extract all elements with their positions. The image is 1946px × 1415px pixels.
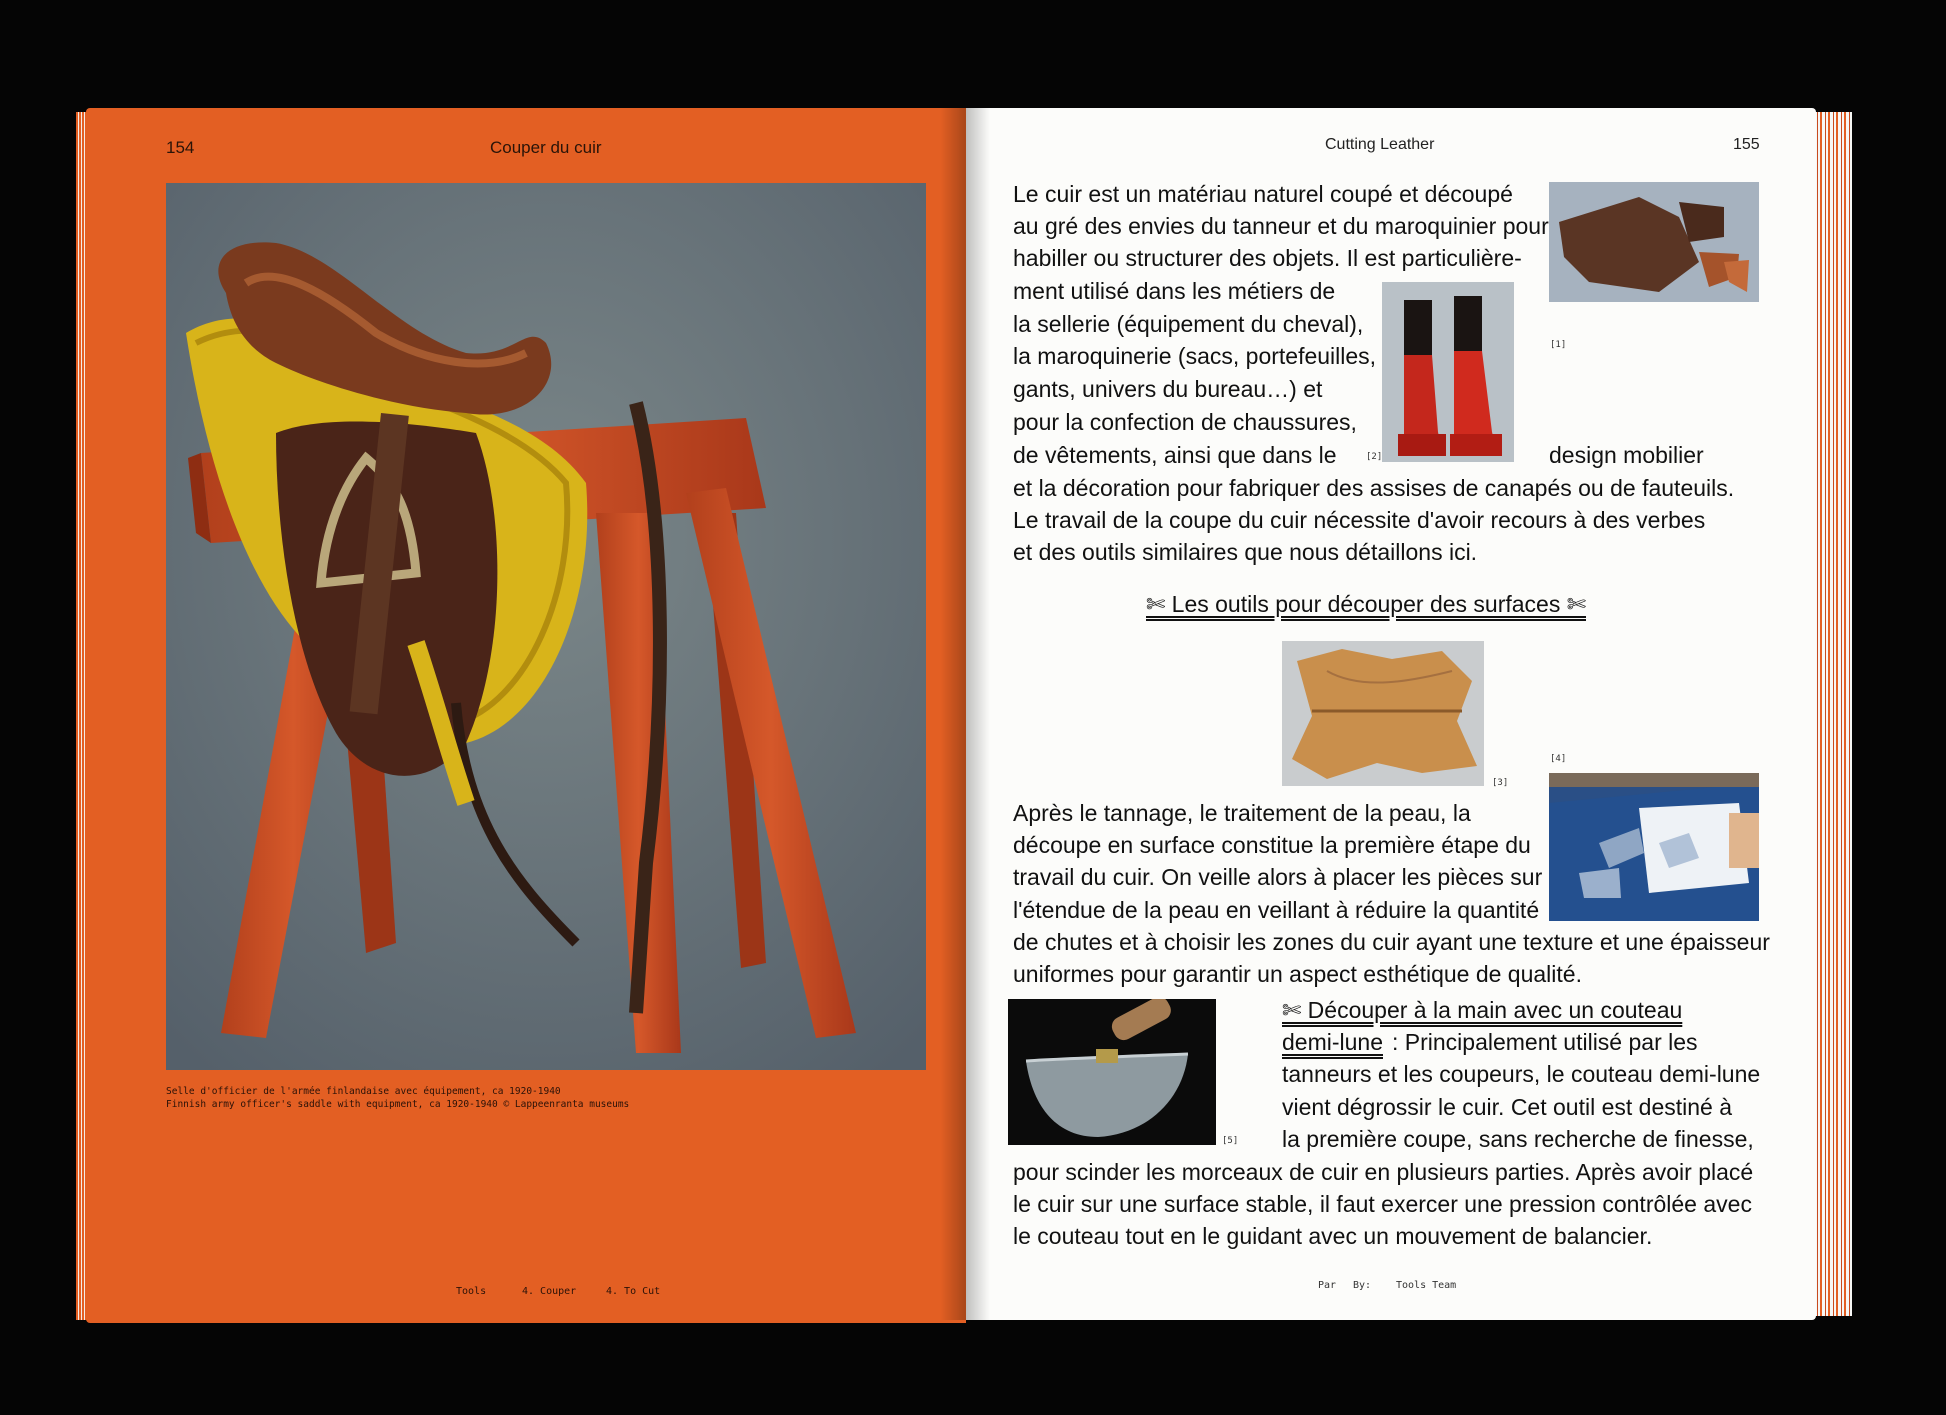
tanning-line-6: uniformes pour garantir un aspect esthétique de qualité. <box>1013 961 1582 987</box>
saddle-illustration <box>166 183 926 1070</box>
knife-line-1: : Principalement utilisé par les <box>1392 1029 1698 1055</box>
half-moon-knife-photo <box>1008 999 1216 1145</box>
left-page-number: 154 <box>166 138 195 157</box>
right-footer-team: Tools Team <box>1396 1280 1457 1291</box>
tanned-hide-illustration <box>1282 641 1484 786</box>
leather-scraps-illustration <box>1549 182 1759 302</box>
caption-french: Selle d'officier de l'armée finlandaise avec équipement, ca 1920-1940 <box>166 1086 561 1097</box>
intro-line-9: de vêtements, ainsi que dans le <box>1013 442 1337 468</box>
tanning-line-4: l'étendue de la peau en veillant à réduire la quantité <box>1013 897 1540 923</box>
knife-line-5: pour scinder les morceaux de cuir en plusieurs parties. Après avoir placé <box>1013 1159 1754 1185</box>
intro-line-12: Le travail de la coupe du cuir nécessite d'avoir recours à des verbes <box>1013 507 1706 533</box>
knife-line-3: vient dégrossir le cuir. Cet outil est destiné à <box>1282 1094 1733 1120</box>
figure-label-5: [5] <box>1222 1136 1239 1146</box>
red-boots-photo <box>1382 282 1514 462</box>
intro-line-1: Le cuir est un matériau naturel coupé et découpé <box>1013 181 1513 207</box>
intro-line-11: et la décoration pour fabriquer des assises de canapés ou de fauteuils. <box>1013 475 1735 501</box>
intro-line-10: design mobilier <box>1549 442 1704 468</box>
intro-line-8: pour la confection de chaussures, <box>1013 409 1357 435</box>
right-page <box>966 108 1816 1320</box>
right-running-title: Cutting Leather <box>1325 136 1435 153</box>
tanning-line-2: découpe en surface constitue la première étape du <box>1013 832 1531 858</box>
left-footer-tools: Tools <box>456 1286 487 1297</box>
figure-label-4: [4] <box>1550 754 1567 764</box>
knife-line-2: tanneurs et les coupeurs, le couteau demi-lune <box>1282 1061 1761 1087</box>
intro-line-2: au gré des envies du tanneur et du maroquinier pour <box>1013 213 1549 239</box>
pattern-table-illustration <box>1549 773 1759 921</box>
intro-line-4: ment utilisé dans les métiers de <box>1013 278 1336 304</box>
left-page <box>86 108 966 1323</box>
knife-line-6: le cuir sur une surface stable, il faut exercer une pression contrôlée avec <box>1013 1191 1752 1217</box>
intro-line-7: gants, univers du bureau…) et <box>1013 376 1323 402</box>
figure-label-3: [3] <box>1492 778 1509 788</box>
heading-knife-line-2: demi-lune <box>1282 1029 1383 1055</box>
heading-knife-line-1: ✄ Découper à la main avec un couteau <box>1282 997 1683 1023</box>
intro-line-5: la sellerie (équipement du cheval), <box>1013 311 1364 337</box>
intro-line-13: et des outils similaires que nous détaillons ici. <box>1013 539 1478 565</box>
red-boots-illustration <box>1382 282 1514 462</box>
intro-line-6: la maroquinerie (sacs, portefeuilles, <box>1013 343 1377 369</box>
right-page-number: 155 <box>1733 136 1760 153</box>
right-page-edges <box>1812 112 1852 1316</box>
leather-scraps-photo <box>1549 182 1759 302</box>
caption-english: Finnish army officer's saddle with equipment, ca 1920-1940 © Lappeenranta museums <box>166 1099 630 1110</box>
figure-label-1: [1] <box>1550 340 1567 350</box>
intro-line-3: habiller ou structurer des objets. Il est particulière- <box>1013 245 1522 271</box>
tanning-line-1: Après le tannage, le traitement de la peau, la <box>1013 800 1471 826</box>
half-moon-knife-illustration <box>1008 999 1216 1145</box>
book-gutter-shadow <box>940 108 990 1320</box>
knife-line-7: le couteau tout en le guidant avec un mouvement de balancier. <box>1013 1223 1653 1249</box>
pattern-table-photo <box>1549 773 1759 921</box>
left-running-title: Couper du cuir <box>490 138 602 157</box>
tanning-line-3: travail du cuir. On veille alors à placer les pièces sur <box>1013 864 1543 890</box>
tanning-line-5: de chutes et à choisir les zones du cuir ayant une texture et une épaisseur <box>1013 929 1770 955</box>
left-footer-to-cut: 4. To Cut <box>606 1286 661 1297</box>
figure-label-2: [2] <box>1366 452 1383 462</box>
tanned-hide-photo <box>1282 641 1484 786</box>
heading-surfaces: ✄ Les outils pour découper des surfaces ✄ <box>1146 591 1586 617</box>
right-footer-by: By: <box>1353 1280 1372 1291</box>
right-footer-par: Par <box>1318 1280 1337 1291</box>
left-footer-couper: 4. Couper <box>522 1286 577 1297</box>
saddle-photo <box>166 183 926 1070</box>
knife-line-4: la première coupe, sans recherche de finesse, <box>1282 1126 1754 1152</box>
